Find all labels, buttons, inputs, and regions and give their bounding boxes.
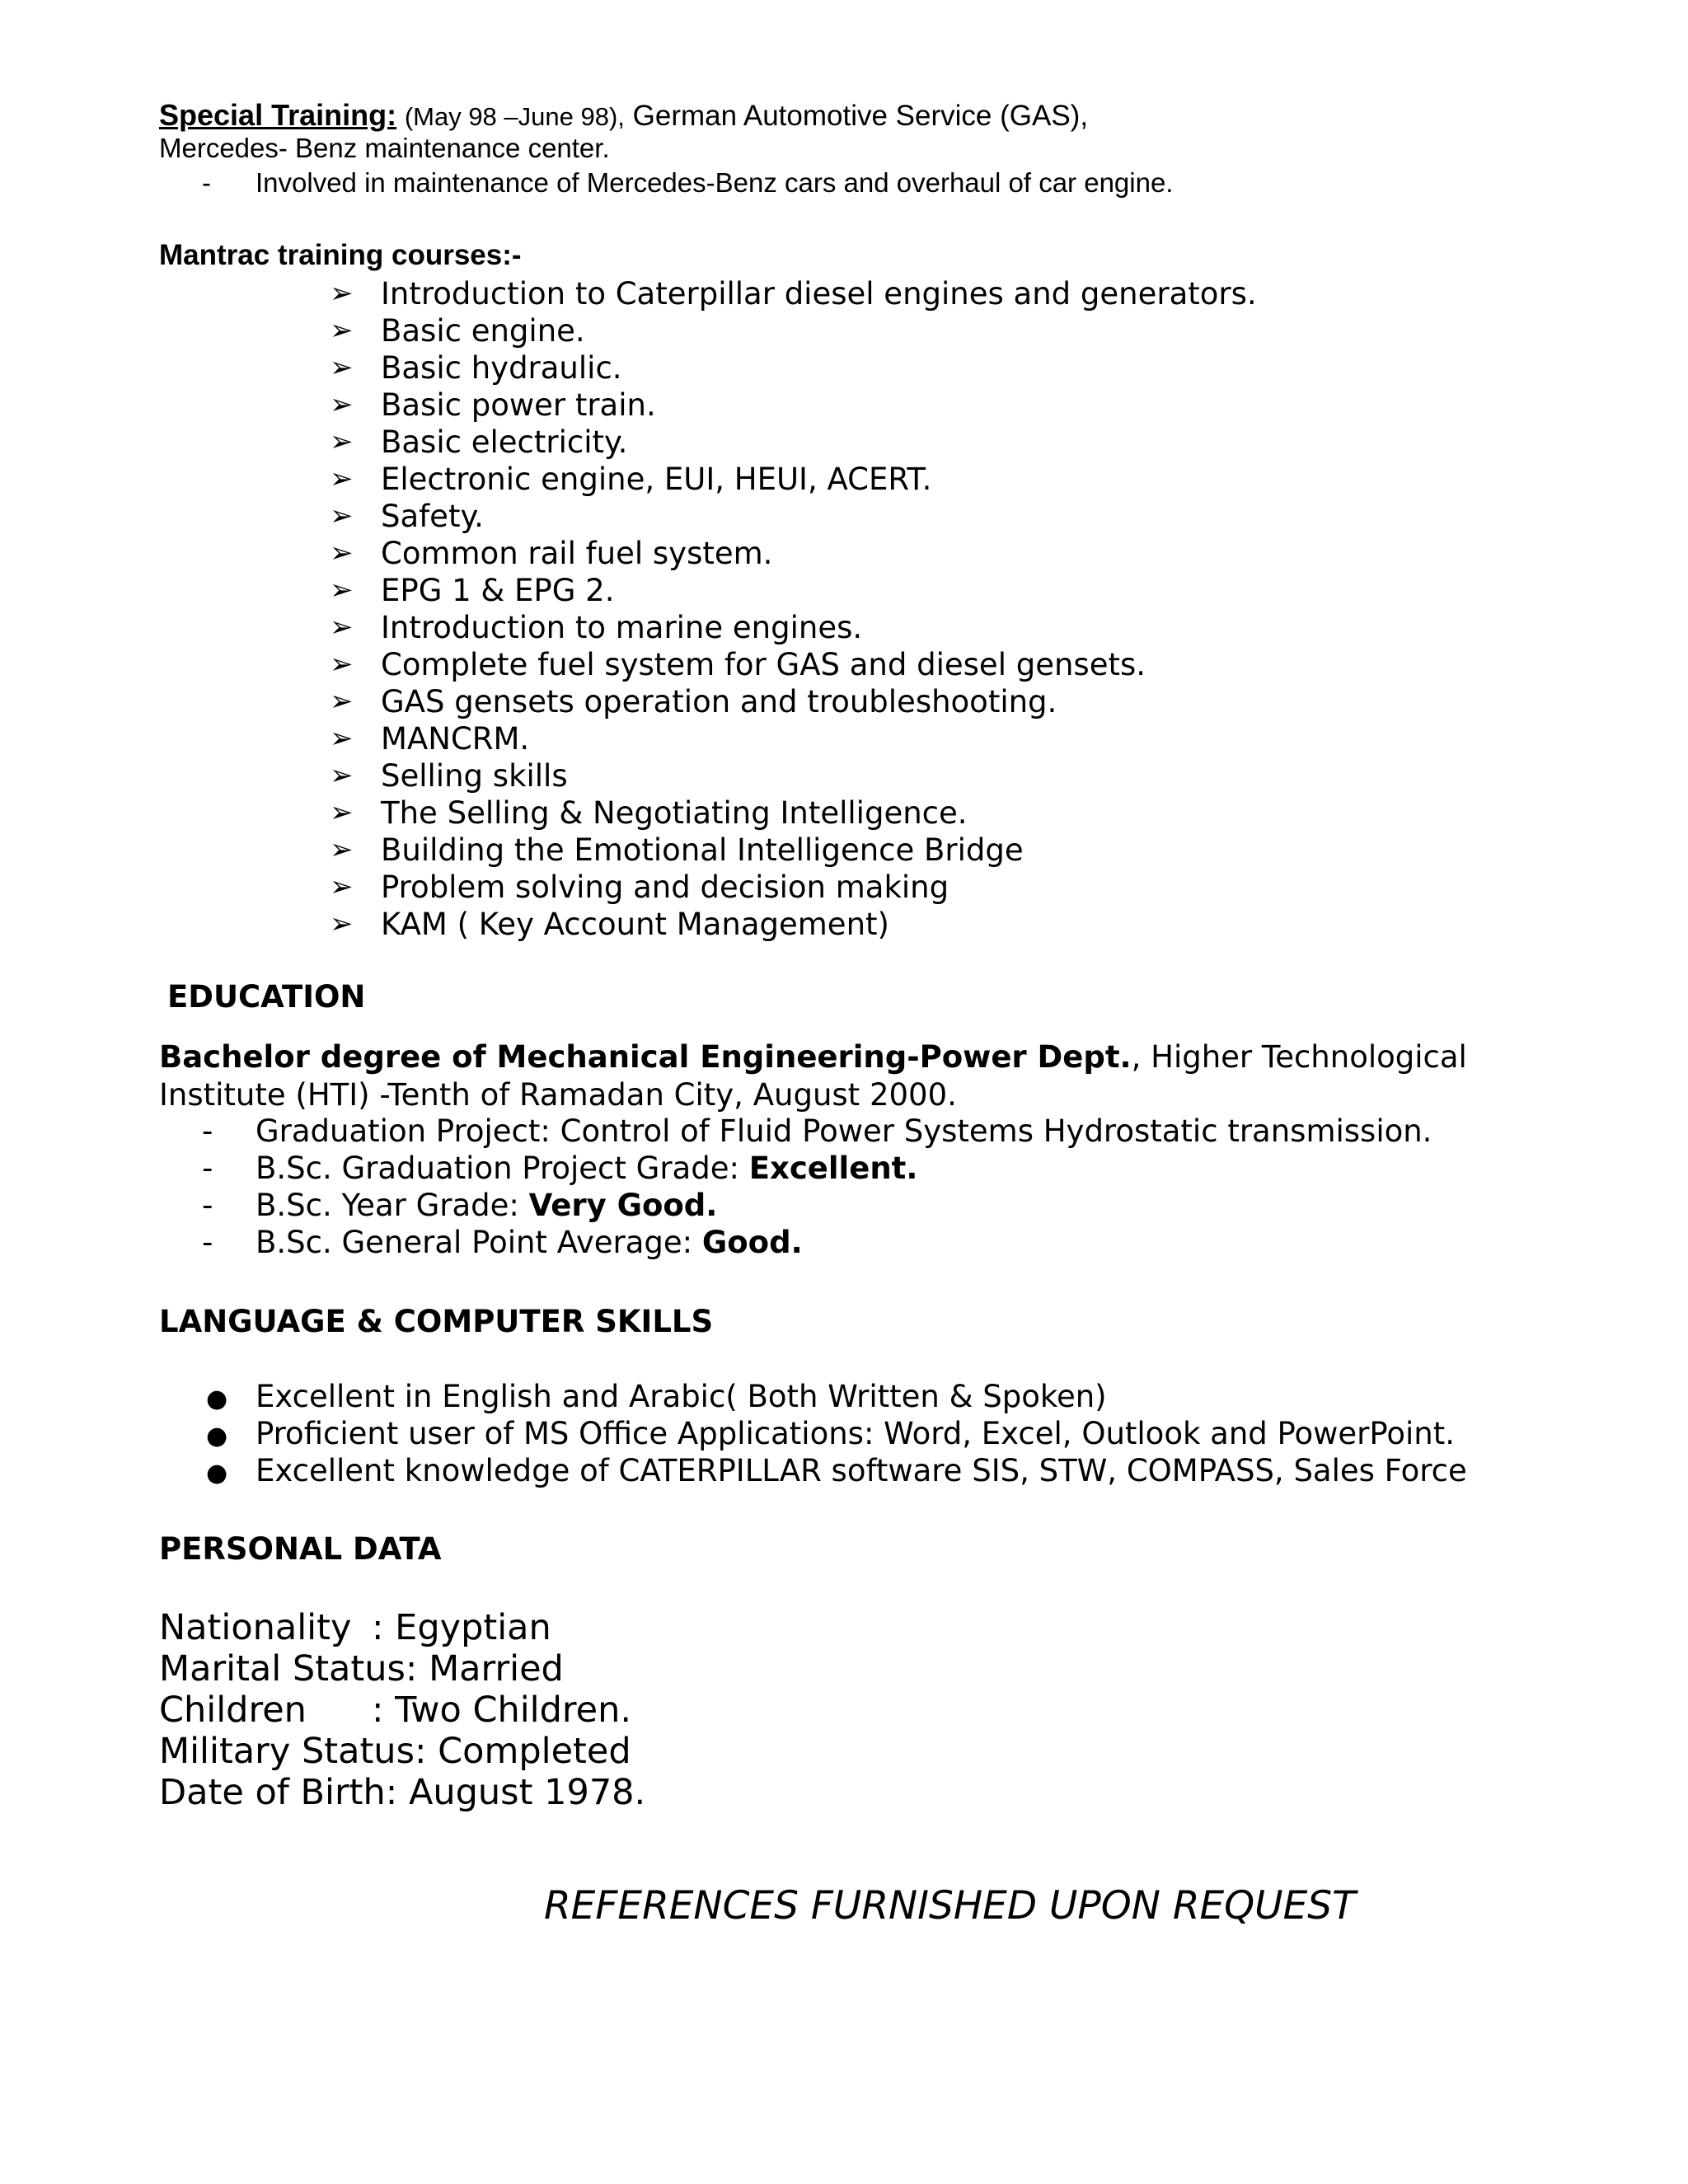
arrow-bullet-icon: ➢: [330, 611, 354, 644]
course-label: Introduction to marine engines.: [381, 610, 863, 645]
list-item: [330, 535, 1257, 572]
education-details-list: [202, 1113, 1432, 1261]
nationality-row: [159, 1607, 645, 1648]
course-label: GAS gensets operation and troubleshooting.: [381, 684, 1057, 719]
course-label: Basic power train.: [381, 387, 656, 423]
list-item: [330, 683, 1257, 720]
skill-text: Excellent in English and Arabic( Both Written & Spoken): [256, 1379, 1107, 1414]
skills-list: [206, 1378, 1467, 1489]
course-label: EPG 1 & EPG 2.: [381, 573, 615, 608]
arrow-bullet-icon: ➢: [330, 388, 354, 421]
education-item-grade: Very Good.: [528, 1188, 718, 1223]
list-item: [330, 572, 1257, 609]
list-item: [202, 1187, 1432, 1224]
list-item: [330, 906, 1257, 943]
arrow-bullet-icon: ➢: [330, 722, 354, 755]
date-of-birth-label: Date of Birth: [159, 1772, 386, 1813]
children-label: Children: [159, 1690, 307, 1731]
degree-title: Bachelor degree of Mechanical Engineering-Power Dept.: [159, 1039, 1132, 1075]
date-of-birth-row: [159, 1772, 645, 1813]
mantrac-heading: Mantrac training courses:-: [159, 239, 522, 271]
list-item: [206, 1452, 1467, 1489]
course-label: Electronic engine, EUI, HEUI, ACERT.: [381, 462, 932, 497]
marital-status-row: [159, 1648, 645, 1690]
list-item: [330, 349, 1257, 387]
course-label: Complete fuel system for GAS and diesel gensets.: [381, 647, 1146, 682]
course-label: Basic electricity.: [381, 424, 628, 460]
list-item: [330, 720, 1257, 757]
children-value: : Two Children.: [372, 1690, 632, 1731]
arrow-bullet-icon: ➢: [330, 759, 354, 792]
special-training-company: German Automotive Service (GAS),: [632, 100, 1089, 132]
list-item: [330, 832, 1257, 869]
arrow-bullet-icon: ➢: [330, 833, 354, 866]
list-item: [330, 757, 1257, 794]
mantrac-course-list: [330, 275, 1257, 943]
arrow-bullet-icon: ➢: [330, 574, 354, 607]
skills-heading: LANGUAGE & COMPUTER SKILLS: [159, 1304, 714, 1339]
arrow-bullet-icon: ➢: [330, 314, 354, 347]
education-item-text: B.Sc. Year Grade:: [256, 1188, 529, 1223]
personal-data-block: [159, 1607, 645, 1813]
degree-line: [159, 1038, 1577, 1114]
arrow-bullet-icon: ➢: [330, 537, 354, 569]
list-item: [330, 609, 1257, 646]
course-label: Building the Emotional Intelligence Bridge: [381, 832, 1024, 868]
special-training-dates: (May 98 –June 98),: [404, 102, 625, 131]
list-item: [330, 498, 1257, 535]
marital-status-value: : Married: [405, 1648, 564, 1690]
list-item: [202, 1224, 1432, 1261]
list-item: [202, 1113, 1432, 1150]
special-training-bullet-text: Involved in maintenance of Mercedes-Benz cars and overhaul of car engine.: [256, 167, 1174, 198]
arrow-bullet-icon: ➢: [330, 796, 354, 829]
arrow-bullet-icon: ➢: [330, 277, 354, 310]
list-item: [206, 1378, 1467, 1415]
course-label: Basic hydraulic.: [381, 350, 622, 386]
dash-bullet-icon: -: [202, 167, 211, 198]
course-label: Problem solving and decision making: [381, 869, 950, 905]
education-heading: EDUCATION: [167, 979, 366, 1015]
course-label: Selling skills: [381, 758, 568, 794]
special-training-bullet: [202, 167, 1173, 199]
course-label: MANCRM.: [381, 721, 530, 757]
list-item: [330, 646, 1257, 683]
personal-data-heading: PERSONAL DATA: [159, 1531, 442, 1567]
military-status-value: : Completed: [414, 1731, 631, 1772]
dash-bullet-icon: -: [202, 1188, 213, 1223]
military-status-label: Military Status: [159, 1731, 415, 1772]
arrow-bullet-icon: ➢: [330, 425, 354, 458]
nationality-value: : Egyptian: [372, 1607, 551, 1648]
arrow-bullet-icon: ➢: [330, 907, 354, 940]
dot-bullet-icon: ●: [206, 1459, 228, 1488]
arrow-bullet-icon: ➢: [330, 870, 354, 903]
dash-bullet-icon: -: [202, 1151, 213, 1186]
dash-bullet-icon: -: [202, 1225, 213, 1260]
military-status-row: [159, 1731, 645, 1772]
special-training-line: [159, 98, 1088, 133]
nationality-label: Nationality: [159, 1607, 352, 1648]
list-item: [330, 424, 1257, 461]
course-label: The Selling & Negotiating Intelligence.: [381, 795, 968, 831]
skill-text: Proficient user of MS Office Applications: Word, Excel, Outlook and PowerPoint.: [256, 1416, 1456, 1451]
course-label: Common rail fuel system.: [381, 536, 773, 571]
education-item-text: B.Sc. General Point Average:: [256, 1225, 702, 1260]
course-label: Basic engine.: [381, 313, 585, 349]
education-item-text: B.Sc. Graduation Project Grade:: [256, 1151, 749, 1186]
education-item-grade: Excellent.: [748, 1151, 918, 1186]
education-item-text: Graduation Project: Control of Fluid Power Systems Hydrostatic transmission.: [256, 1113, 1432, 1149]
dot-bullet-icon: ●: [206, 1422, 228, 1451]
degree-institute: , Higher Technological Institute (HTI) -Tenth of Ramadan City, August 2000.: [159, 1039, 1467, 1113]
course-label: KAM ( Key Account Management): [381, 907, 889, 942]
course-label: Introduction to Caterpillar diesel engines and generators.: [381, 276, 1257, 312]
special-training-label: Special Training:: [159, 98, 397, 132]
list-item: [202, 1150, 1432, 1187]
education-item-grade: Good.: [701, 1225, 803, 1260]
list-item: [330, 794, 1257, 832]
marital-status-label: Marital Status: [159, 1648, 406, 1690]
children-row: [159, 1690, 645, 1731]
list-item: [330, 461, 1257, 498]
skill-text: Excellent knowledge of CATERPILLAR software SIS, STW, COMPASS, Sales Force: [256, 1453, 1467, 1488]
list-item: [330, 387, 1257, 424]
dash-bullet-icon: -: [202, 1113, 213, 1149]
special-training-center: Mercedes- Benz maintenance center.: [159, 133, 610, 163]
date-of-birth-value: : August 1978.: [385, 1772, 646, 1813]
dot-bullet-icon: ●: [206, 1385, 228, 1413]
arrow-bullet-icon: ➢: [330, 351, 354, 384]
list-item: [330, 275, 1257, 312]
arrow-bullet-icon: ➢: [330, 462, 354, 495]
arrow-bullet-icon: ➢: [330, 499, 354, 532]
arrow-bullet-icon: ➢: [330, 648, 354, 681]
list-item: [330, 869, 1257, 906]
list-item: [206, 1415, 1467, 1452]
list-item: [330, 312, 1257, 349]
course-label: Safety.: [381, 499, 484, 534]
references-note: REFERENCES FURNISHED UPON REQUEST: [544, 1883, 1356, 1929]
arrow-bullet-icon: ➢: [330, 685, 354, 718]
